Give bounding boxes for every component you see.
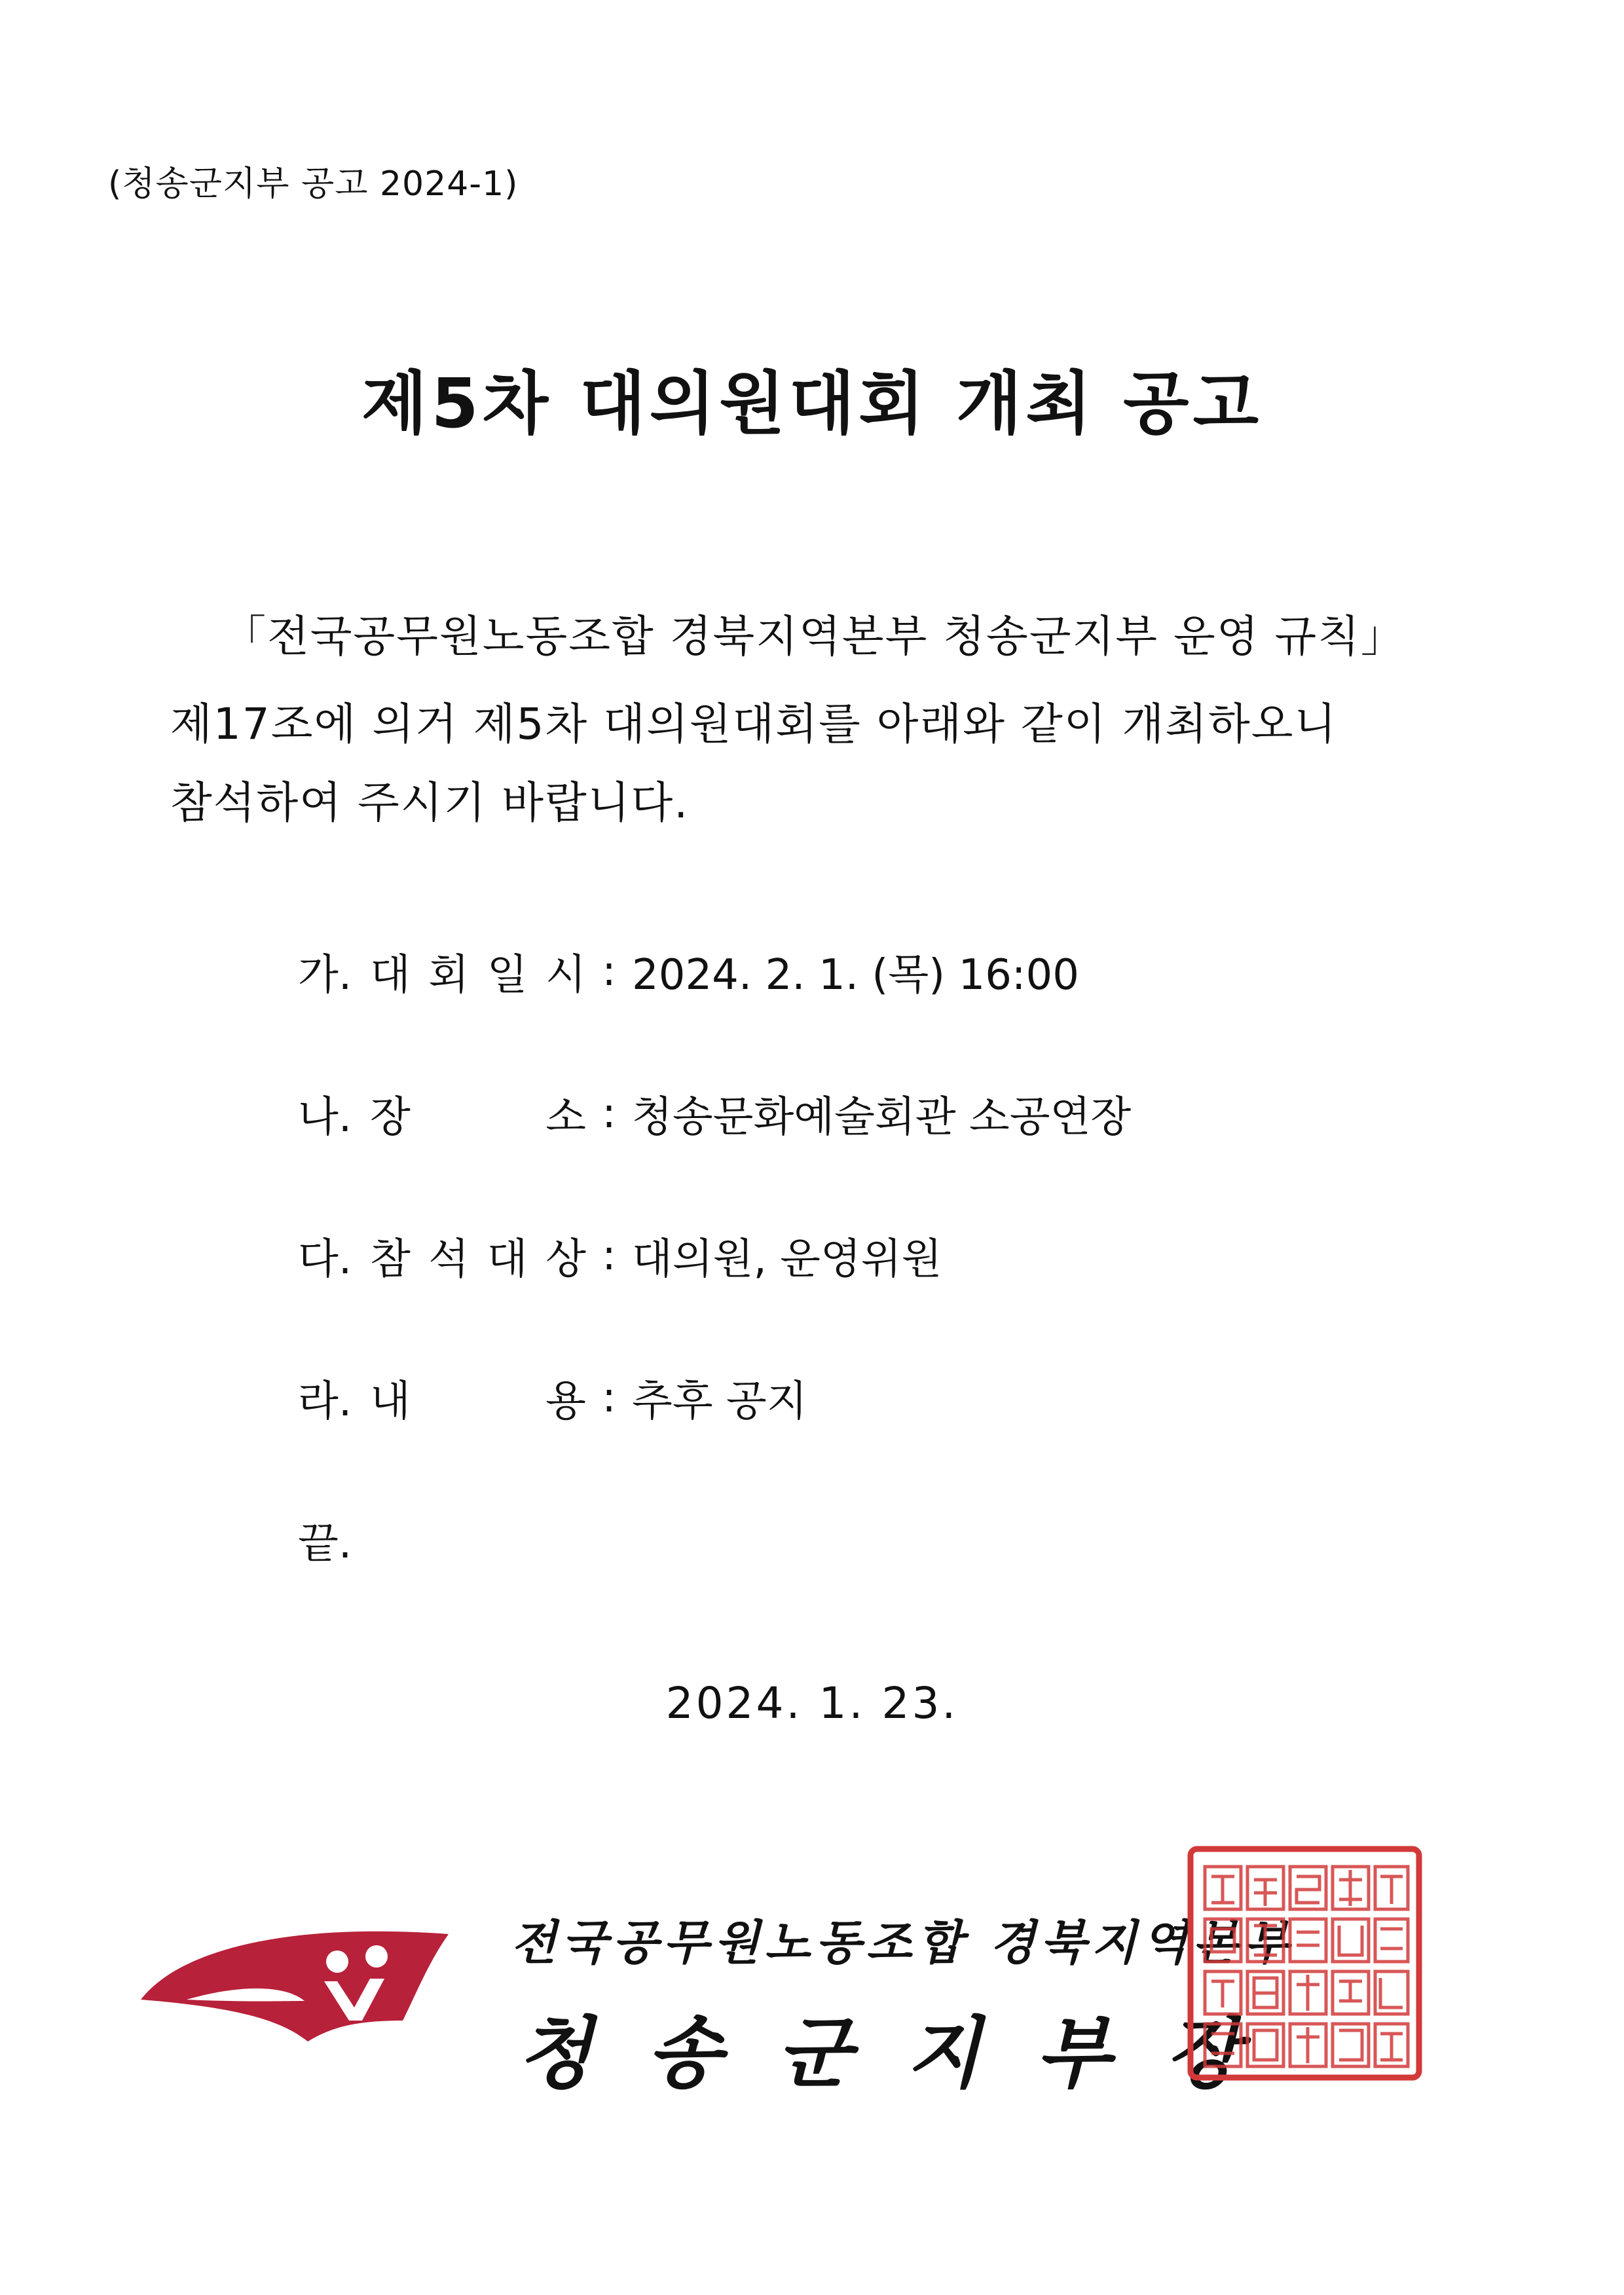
item-colon: : [602, 1231, 616, 1280]
item-marker: 나. [298, 1093, 352, 1142]
item-value: 2024. 2. 1. (목) 16:00 [632, 951, 1079, 999]
item-marker: 다. [298, 1235, 352, 1284]
item-contents [298, 1368, 807, 1427]
signature-char: 군 [777, 2007, 851, 2099]
item-marker: 라. [298, 1377, 352, 1426]
item-colon: : [602, 1373, 616, 1422]
end-mark: 끝. [298, 1520, 352, 1568]
body-line-1: 「전국공무원노동조합 경북지역본부 청송군지부 운영 규칙」 [223, 611, 1406, 662]
label-char: 용 [545, 1377, 586, 1426]
label-char: 일 [487, 951, 528, 999]
label-char: 참 [370, 1235, 411, 1284]
signature-branch-head [517, 1991, 1295, 2102]
body-line-3: 참석하여 주시기 바랍니다. [170, 777, 690, 828]
signature-char: 청 [517, 2007, 592, 2099]
label-char: 상 [545, 1235, 586, 1284]
document-title: 제5차 대의원대회 개최 공고 [361, 364, 1263, 443]
signature-char: 송 [647, 2007, 722, 2099]
item-value: 청송문화예술회관 소공연장 [632, 1093, 1132, 1142]
document-number: (청송군지부 공고 2024-1) [108, 164, 519, 204]
item-label [370, 1225, 586, 1286]
label-char: 회 [428, 951, 470, 999]
union-logo-icon [141, 1922, 449, 2047]
item-place [298, 1084, 1131, 1143]
label-char: 시 [545, 951, 586, 999]
signature-char: 부 [1036, 2007, 1111, 2099]
signature-org-name: 전국공무원노동조합 경북지역본부 [511, 1914, 1295, 1970]
body-line-2: 제17조에 의거 제5차 대의원대회를 아래와 같이 개최하오니 [170, 699, 1338, 749]
item-label [370, 1083, 586, 1144]
item-label [370, 941, 586, 1001]
item-marker: 가. [298, 951, 352, 999]
label-char: 내 [370, 1377, 411, 1426]
label-char: 석 [428, 1235, 470, 1284]
label-char: 장 [370, 1093, 411, 1142]
label-char: 대 [370, 951, 411, 999]
item-value: 추후 공지 [632, 1377, 807, 1426]
issue-date: 2024. 1. 23. [665, 1678, 959, 1728]
signature-char: 장 [1166, 2007, 1240, 2099]
label-char: 소 [545, 1093, 586, 1142]
item-attendees [298, 1226, 942, 1285]
item-value: 대의원, 운영위원 [632, 1235, 942, 1284]
item-colon: : [602, 947, 616, 996]
item-label [370, 1368, 586, 1428]
item-colon: : [602, 1089, 616, 1138]
label-char: 대 [487, 1235, 528, 1284]
item-date-time [298, 942, 1079, 1001]
official-seal-icon [1185, 1844, 1424, 2083]
signature-char: 지 [906, 2007, 981, 2099]
